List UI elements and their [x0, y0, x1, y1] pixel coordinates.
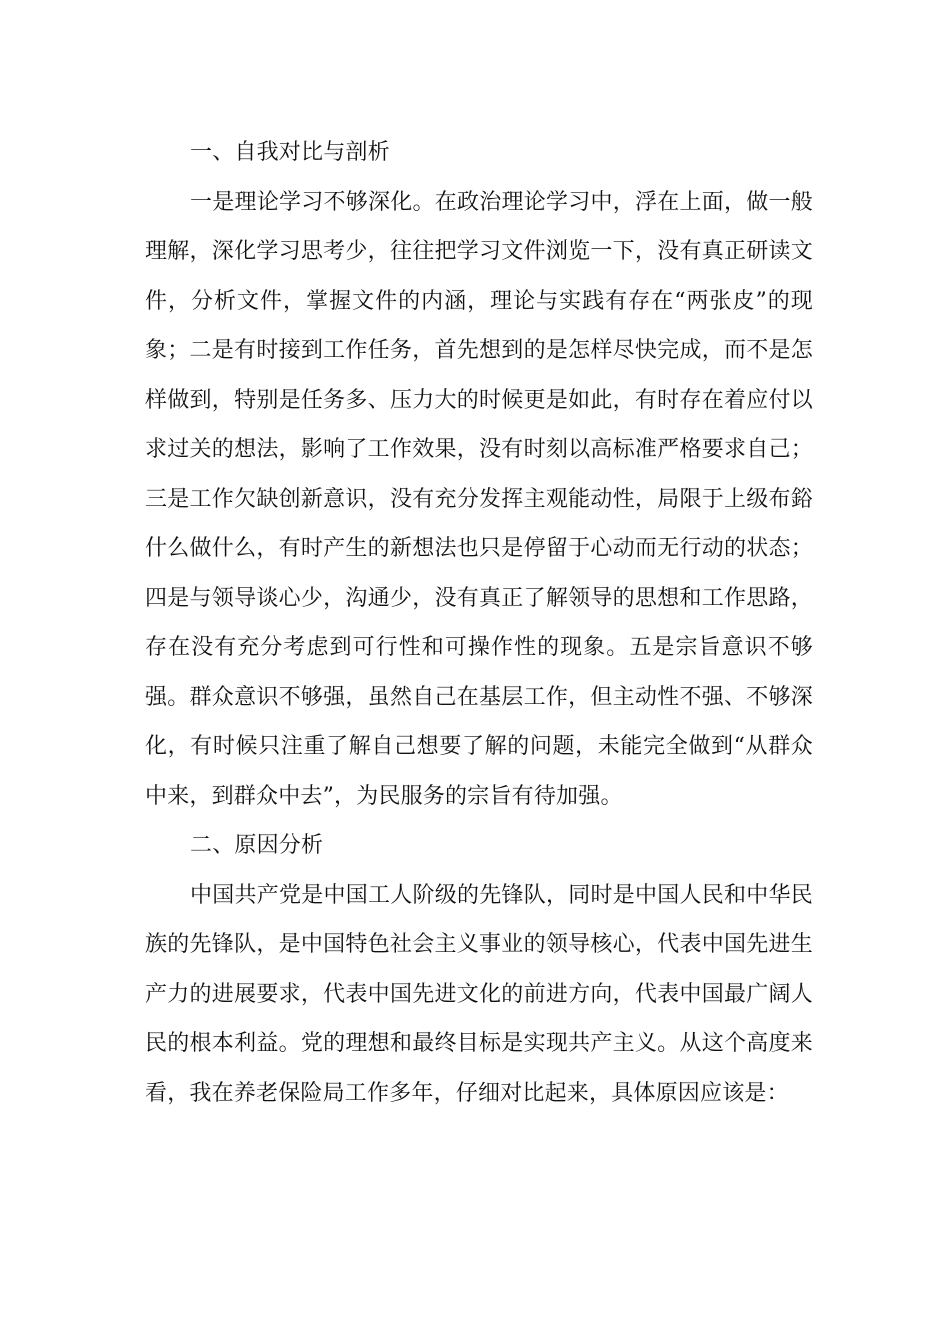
section-heading-cause-analysis: 二、原因分析 [190, 833, 324, 858]
section-heading-self-analysis: 一、自我对比与剖析 [190, 140, 390, 165]
paragraph-self-analysis: 一是理论学习不够深化。在政治理论学习中，浮在上面，做一般理解，深化学习思考少，往往把学习文件浏览一下，没有真正研读文件，分析文件，掌握文件的内涵，理论与实践有存在“两张皮”的现象；二是有时接到工作任务，首先想到的是怎样尽快完成，而不是怎样做到，特别是任务多、压力大的时候更是如此，有时存在着应付以求过关的想法，影响了工作效果，没有时刻以高标准严格要求自己；三是工作欠缺创新意识，没有充分发挥主观能动性，局限于上级布鋊什么做什么，有时产生的新想法也只是停留于心动而无行动的状态；四是与领导谈心少，沟通少，没有真正了解领导的思想和工作思路，存在没有充分考虑到可行性和可操作性的现象。五是宗旨意识不够强。群众意识不够强，虽然自己在基层工作，但主动性不强、不够深化，有时候只注重了解自己想要了解的问题，未能完全做到“从群众中来，到群众中去”，为民服务的宗旨有待加强。 [145, 189, 813, 809]
paragraph-cause-analysis: 中国共产党是中国工人阶级的先锋队，同时是中国人民和中华民族的先锋队，是中国特色社会主义事业的领导核心，代表中国先进生产力的进展要求，代表中国先进文化的前进方向，代表中国最广阔人民的根本利益。党的理想和最终目标是实现共产主义。从这个高度来看，我在养老保险局工作多年，仔细对比起来，具体原因应该是： [145, 882, 813, 1106]
document-body [145, 128, 813, 1118]
